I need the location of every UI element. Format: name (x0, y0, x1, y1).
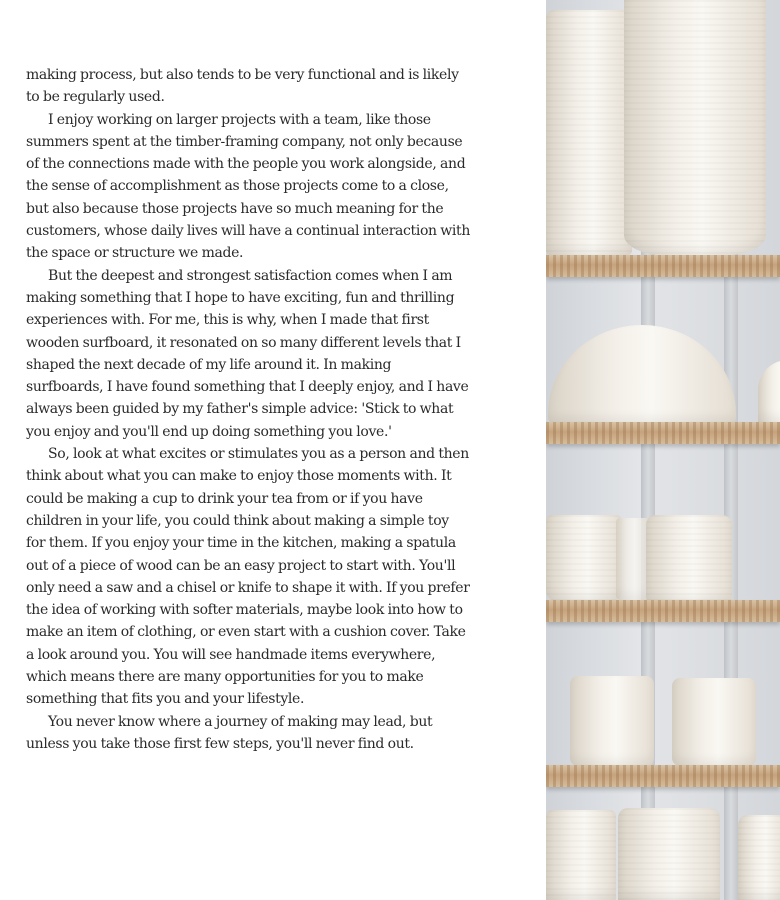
paragraph-2: I enjoy working on larger projects with a team, like those summers spent at the timber-framing company, not only because of the connections made with the people you work alongside, and the sense of accomplishment as those projects come to a close, but also because those projects have so much meaning for the customers, whose daily lives will have a continual interaction with the space or structure we made. (26, 111, 470, 262)
cup (616, 518, 650, 600)
pottery-shelf-photo (546, 0, 780, 900)
shelf-plank (546, 422, 780, 444)
body-text (26, 64, 470, 755)
vase (738, 815, 780, 900)
shelf-plank (546, 255, 780, 277)
cup (646, 515, 732, 603)
paragraph-3: But the deepest and strongest satisfaction comes when I am making something that I hope to have exciting, fun and thrilling experiences with. For me, this is why, when I made that first wooden surfboard, it resonated on so many different levels that I shaped the next decade of my life around it. In making surfboards, I have found something that I deeply enjoy, and I have always been guided by my father's simple advice: 'Stick to what you enjoy and you'll end up doing something you love.' (26, 267, 469, 440)
paragraph-1: making process, but also tends to be very functional and is likely to be regularly used. (26, 67, 459, 106)
vase (546, 10, 632, 255)
vase (618, 808, 720, 900)
shelf-plank (546, 765, 780, 787)
cup (672, 678, 756, 766)
vase (546, 810, 616, 900)
cup (546, 515, 622, 601)
cup (570, 676, 654, 766)
vase (624, 0, 766, 255)
paragraph-4: So, look at what excites or stimulates you as a person and then think about what you can make to enjoy those moments with. It could be making a cup to drink your tea from or if you have children in your life, you could think about making a simple toy for them. If you enjoy your time in the kitchen, making a spatula out of a piece of wood can be an easy project to start with. You'll only need a saw and a chisel or knife to shape it with. If you prefer the idea of working with softer materials, maybe look into how to make an item of clothing, or even start with a cushion cover. Take a look around you. You will see handmade items everywhere, which means there are many opportunities for you to make something that fits you and your lifestyle. (26, 446, 470, 708)
shelf-plank (546, 600, 780, 622)
paragraph-5: You never know where a journey of making may lead, but unless you take those first few steps, you'll never find out. (26, 713, 433, 752)
